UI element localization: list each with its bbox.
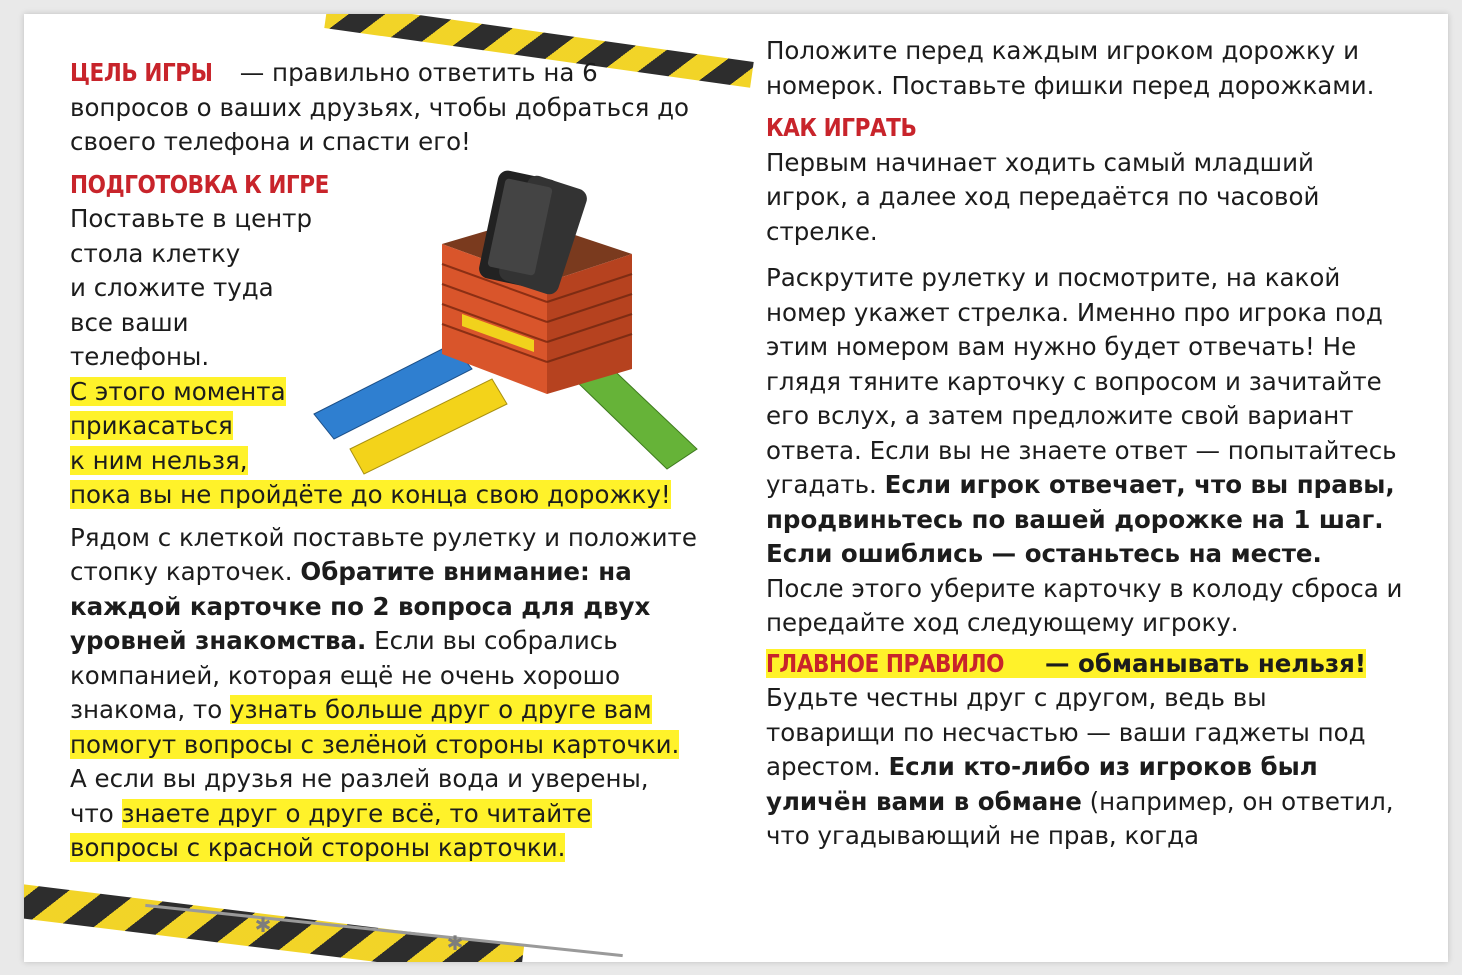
main-rule-heading: ГЛАВНОЕ ПРАВИЛО — [766, 648, 1005, 678]
goal-paragraph — [70, 56, 710, 160]
warning-line: к ним нельзя, — [70, 445, 248, 475]
prep-line: стола клетку — [70, 238, 241, 268]
cage-illustration — [302, 164, 702, 484]
rule-text: Будьте честны друг с другом, ведь вы товарищи по несчастью — ваши гаджеты под арестом. — [766, 683, 1366, 781]
green-side-highlight: узнать больше друг о друге вам помогут вопросы с зелёной стороны карточки. — [70, 695, 680, 759]
cards-paragraph — [70, 521, 700, 866]
setup-paragraph: Положите перед каждым игроком дорожку и номерок. Поставьте фишки перед дорожками. — [766, 36, 1375, 100]
cards-text: Рядом с клеткой поставьте рулетку и положите стопку карточек. — [70, 522, 697, 586]
rule-text: (например, он ответил, что угадывающий не прав, когда — [766, 786, 1394, 850]
how-paragraph-2 — [766, 261, 1406, 641]
how-paragraph-1: Первым начинает ходить самый младший игрок, а далее ход передаётся по часовой стрелке. — [766, 147, 1320, 246]
how-text: Раскрутите рулетку и посмотрите, на какой номер укажет стрелка. Именно про игрока под этим номером вам нужно будет отвечать! Не глядя тяните карточку с вопросом и зачитайте его вслух, а затем предложите свой вариант ответа. Если вы не знаете ответ — попытайтесь угадать. — [766, 263, 1397, 499]
rule-bold: Если кто-либо из игроков был уличён вами в обмане — [766, 752, 1318, 816]
how-bold: Если игрок отвечает, что вы правы, продвиньтесь по вашей дорожке на 1 шаг. Если ошиблись — останьтесь на месте. — [766, 470, 1395, 568]
barb-icon: ✱ — [254, 913, 272, 937]
main-rule — [766, 647, 1406, 682]
booklet-page — [24, 14, 1448, 962]
right-column — [766, 34, 1406, 854]
how-to-play-heading: КАК ИГРАТЬ — [766, 113, 917, 142]
prep-line: все ваши — [70, 307, 189, 337]
red-side-highlight: знаете друг о друге всё, то читайте вопросы с красной стороны карточки. — [70, 798, 592, 862]
prep-line: и сложите туда — [70, 273, 274, 302]
warning-line: С этого момента — [70, 376, 286, 406]
rule-paragraph — [766, 681, 1396, 854]
cards-note: Обратите внимание: на каждой карточке по 2 вопроса для двух уровней знакомства. — [70, 557, 651, 655]
barb-icon: ✱ — [446, 931, 464, 955]
cards-text: Если вы собрались компанией, которая ещё не очень хорошо знакома, то — [70, 626, 621, 724]
prep-line: телефоны. — [70, 342, 210, 371]
prep-line: Поставьте в центр — [70, 204, 312, 233]
warning-line: пока вы не пройдёте до конца свою дорожку! — [70, 480, 671, 509]
how-text: После этого уберите карточку в колоду сброса и передайте ход следующему игроку. — [766, 573, 1403, 637]
goal-heading: ЦЕЛЬ ИГРЫ — [70, 58, 213, 87]
goal-text: — правильно ответить на 6 вопросов о ваших друзьях, чтобы добраться до своего телефона и спасти его! — [70, 58, 690, 156]
warning-line: прикасаться — [70, 411, 233, 440]
prep-heading: ПОДГОТОВКА К ИГРЕ — [70, 169, 329, 199]
cards-text: А если вы друзья не разлей вода и уверены, что — [70, 764, 649, 828]
main-rule-text: — обманывать нельзя! — [1036, 648, 1367, 678]
